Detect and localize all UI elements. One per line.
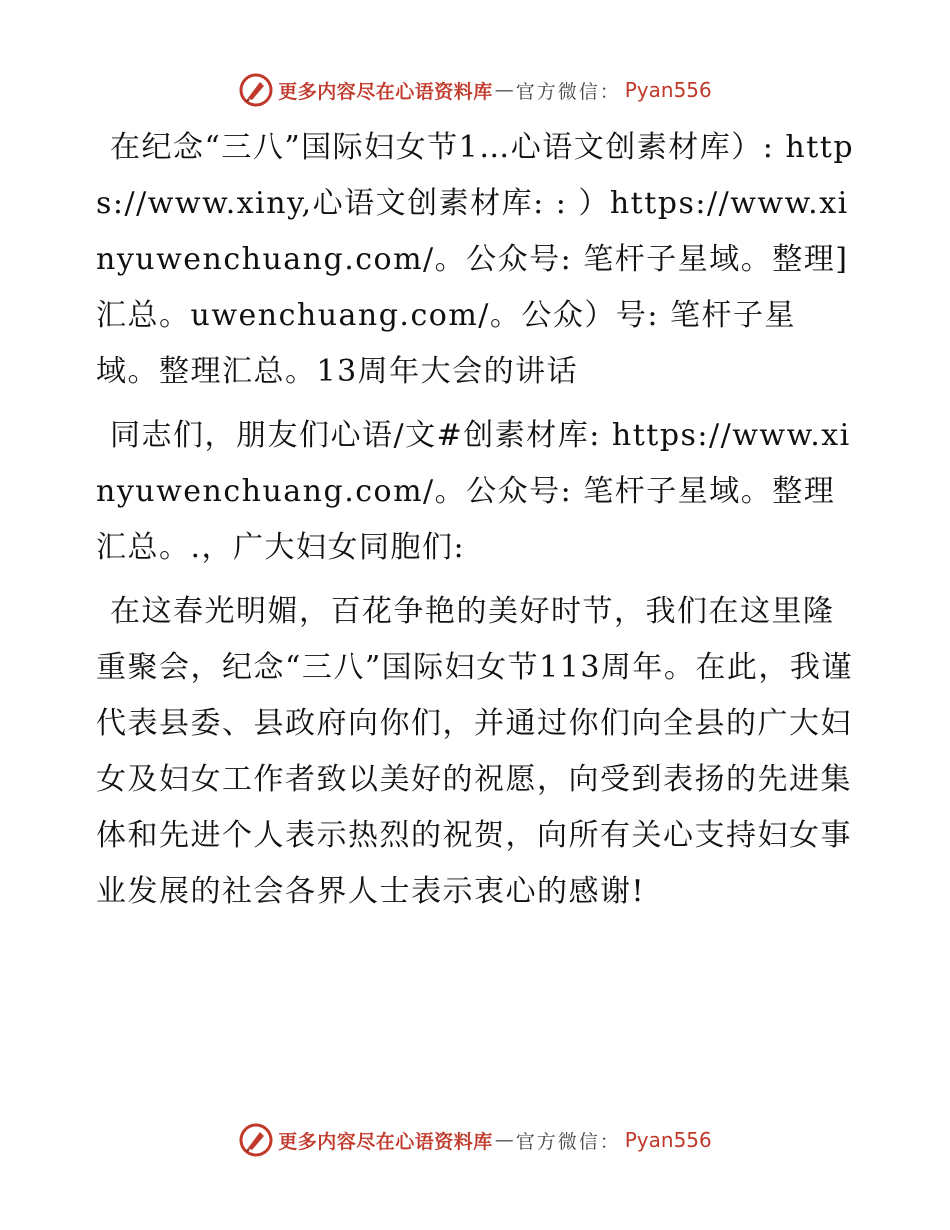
wechat-label: 官方微信： <box>515 80 621 103</box>
paragraph-greeting: 同志们，朋友们心语/文#创素材库: https://www.xinyuwenchuang.com/。公众号: 笔杆子星域。整理汇总。.，广大妇女同胞们: <box>96 418 851 565</box>
site-name-text: 更多内容尽在心语资料库 <box>278 80 493 103</box>
pen-logo-icon <box>238 72 274 108</box>
paragraph-title: 在纪念“三八”国际妇女节1…心语文创素材库）: https://www.xiny,心语文创素材库: : ）https://www.xinyuwenchuang.com/。公众号: 笔杆子星域。整理]汇总。uwenchuang.com/。公众）号: 笔杆子星域。整理汇总。13周年大会的讲话 <box>96 130 855 389</box>
separator-dash: — <box>494 79 514 101</box>
separator-dash: — <box>494 1129 514 1151</box>
paragraph-body: 在这春光明媚，百花争艳的美好时节，我们在这里隆重聚会，纪念“三八”国际妇女节113周年。在此，我谨代表县委、县政府向你们，并通过你们向全县的广大妇女及妇女工作者致以美好的祝愿，向受到表扬的先进集体和先进个人表示热烈的祝贺，向所有关心支持妇女事业发展的社会各界人士表示衷心的感谢! <box>96 594 853 909</box>
pen-logo-icon <box>238 1122 274 1158</box>
wechat-label: 官方微信： <box>515 1130 621 1153</box>
footer-banner <box>0 1120 950 1160</box>
site-name-text: 更多内容尽在心语资料库 <box>278 1130 493 1153</box>
wechat-id: Pyan556 <box>624 78 712 102</box>
header-banner <box>0 70 950 110</box>
document-body <box>96 120 856 928</box>
wechat-id: Pyan556 <box>624 1128 712 1152</box>
